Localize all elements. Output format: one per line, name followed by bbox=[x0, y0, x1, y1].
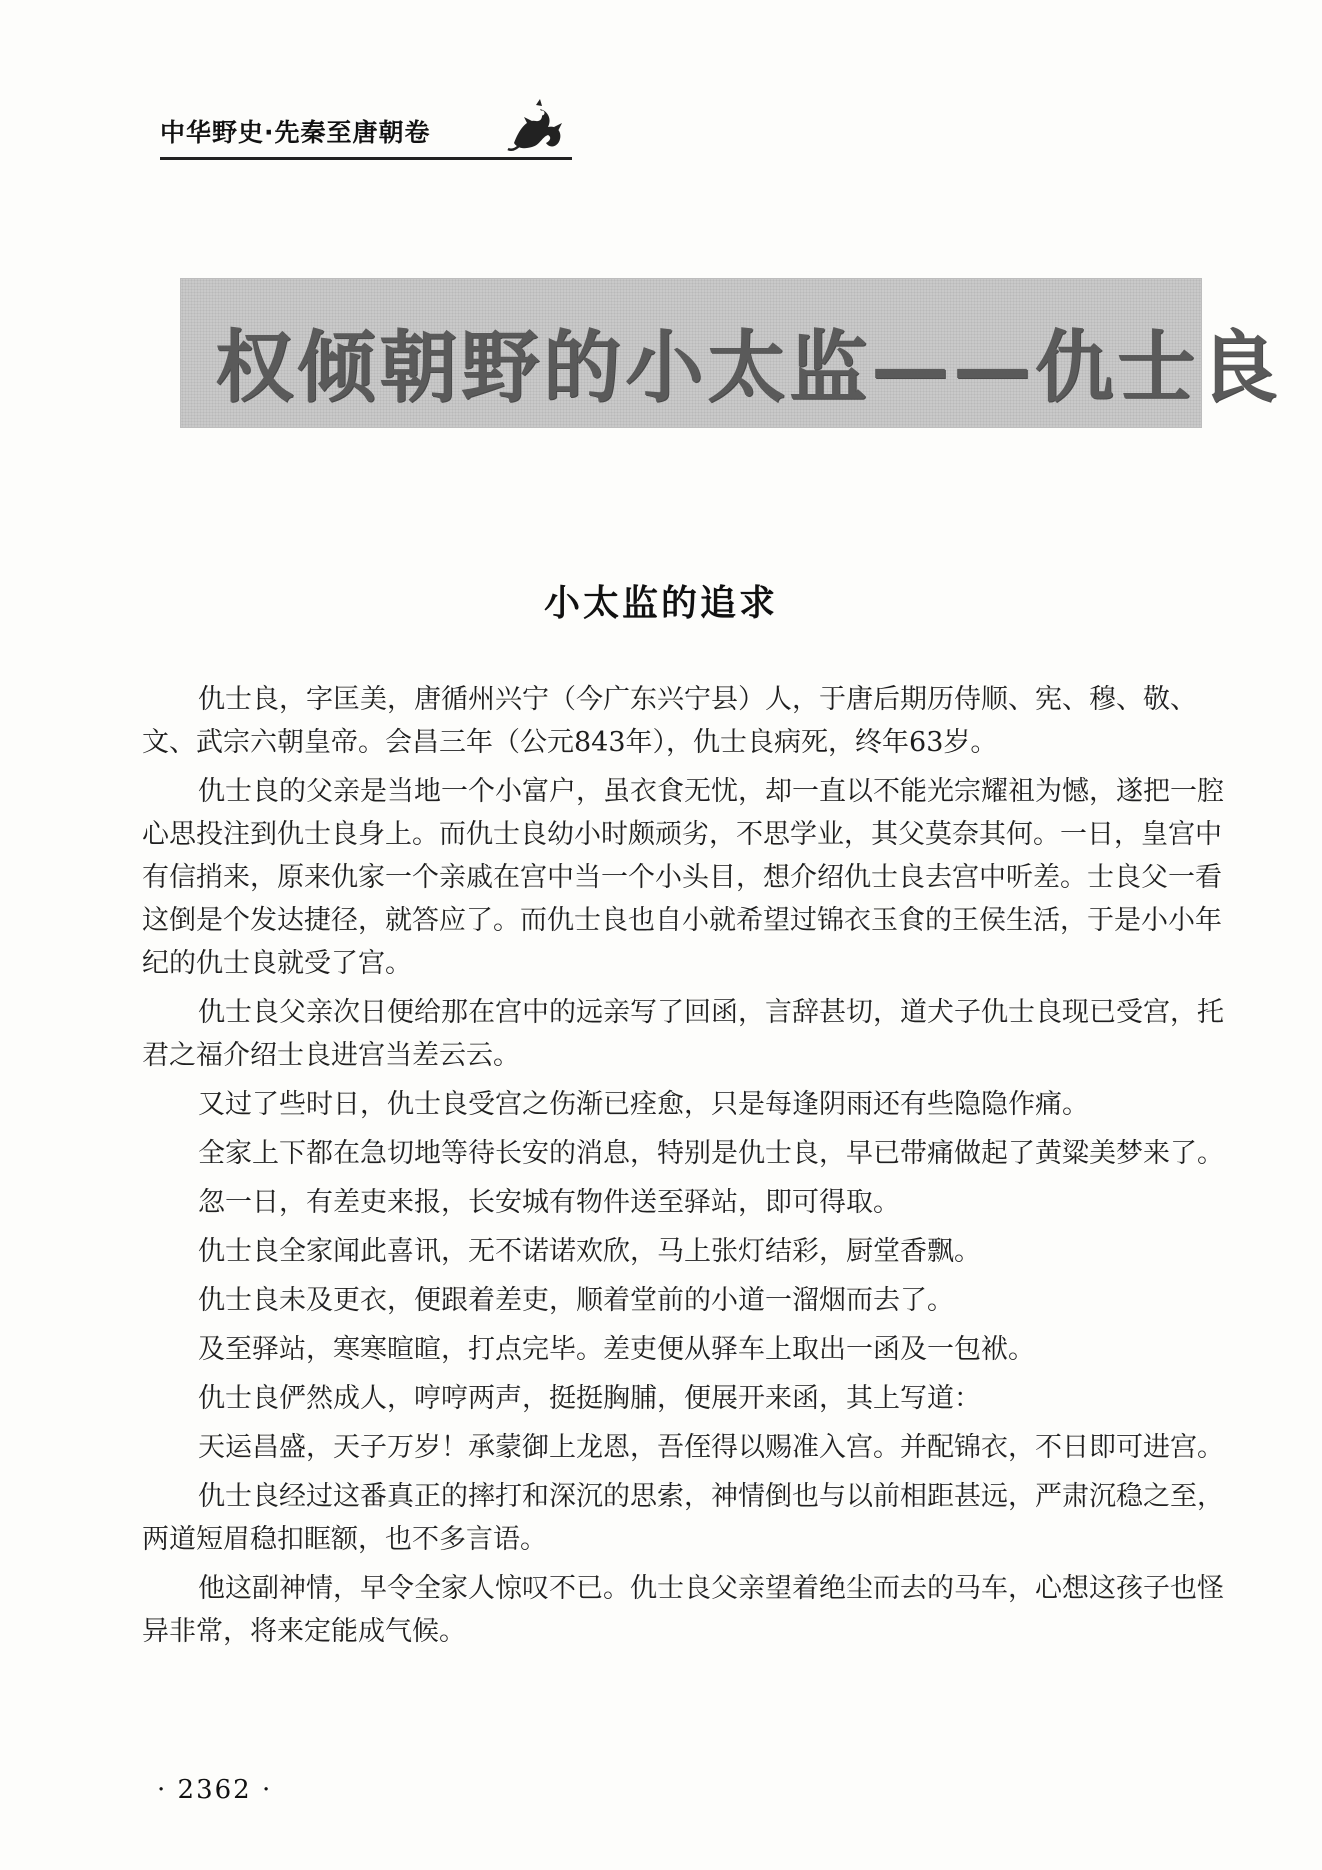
paragraph: 仇士良，字匡美，唐循州兴宁（今广东兴宁县）人，于唐后期历侍顺、宪、穆、敬、文、武宗六朝皇帝。会昌三年（公元843年），仇士良病死，终年63岁。 bbox=[142, 684, 1197, 758]
page-number: · 2362 · bbox=[157, 1775, 273, 1805]
paragraph: 及至驿站，寒寒暄暄，打点完毕。差吏便从驿车上取出一函及一包袱。 bbox=[198, 1334, 1035, 1365]
chapter-banner bbox=[180, 278, 1282, 428]
running-header bbox=[160, 105, 572, 165]
paragraph: 仇士良的父亲是当地一个小富户，虽衣食无忧，却一直以不能光宗耀祖为憾，遂把一腔心思投注到仇士良身上。而仇士良幼小时颇顽劣，不思学业，其父莫奈其何。一日，皇宫中有信捎来，原来仇家一个亲戚在宫中当一个小头目，想介绍仇士良去宫中听差。士良父一看这倒是个发达捷径，就答应了。而仇士良也自小就希望过锦衣玉食的王侯生活，于是小小年纪的仇士良就受了宫。 bbox=[142, 776, 1224, 979]
paragraph: 仇士良俨然成人，哼哼两声，挺挺胸脯，便展开来函，其上写道： bbox=[198, 1383, 981, 1414]
paragraph: 仇士良父亲次日便给那在宫中的远亲写了回函，言辞甚切，道犬子仇士良现已受宫，托君之福介绍士良进宫当差云云。 bbox=[142, 997, 1224, 1071]
body-text bbox=[142, 678, 1237, 1659]
book-title: 中华野史·先秦至唐朝卷 bbox=[160, 118, 431, 147]
paragraph: 他这副神情，早令全家人惊叹不已。仇士良父亲望着绝尘而去的马车，心想这孩子也怪异非常，将来定能成气候。 bbox=[142, 1573, 1224, 1647]
paragraph: 仇士良经过这番真正的摔打和深沉的思索，神情倒也与以前相距甚远，严肃沉稳之至，两道短眉稳扣眶额，也不多言语。 bbox=[142, 1481, 1224, 1555]
paragraph: 又过了些时日，仇士良受宫之伤渐已痊愈，只是每逢阴雨还有些隐隐作痛。 bbox=[198, 1089, 1089, 1120]
chapter-title: 权倾朝野的小太监——仇士良 bbox=[215, 322, 1282, 413]
section-title: 小太监的追求 bbox=[543, 583, 778, 624]
paragraph: 忽一日，有差吏来报，长安城有物件送至驿站，即可得取。 bbox=[198, 1187, 900, 1218]
dragon-emblem-icon bbox=[506, 97, 570, 157]
paragraph: 天运昌盛，天子万岁！承蒙御上龙恩，吾侄得以赐准入宫。并配锦衣，不日即可进宫。 bbox=[198, 1432, 1224, 1463]
paragraph: 仇士良未及更衣，便跟着差吏，顺着堂前的小道一溜烟而去了。 bbox=[198, 1285, 954, 1316]
paragraph: 全家上下都在急切地等待长安的消息，特别是仇士良，早已带痛做起了黄粱美梦来了。 bbox=[198, 1138, 1224, 1169]
paragraph: 仇士良全家闻此喜讯，无不诺诺欢欣，马上张灯结彩，厨堂香飘。 bbox=[198, 1236, 981, 1267]
header-rule bbox=[160, 157, 572, 160]
